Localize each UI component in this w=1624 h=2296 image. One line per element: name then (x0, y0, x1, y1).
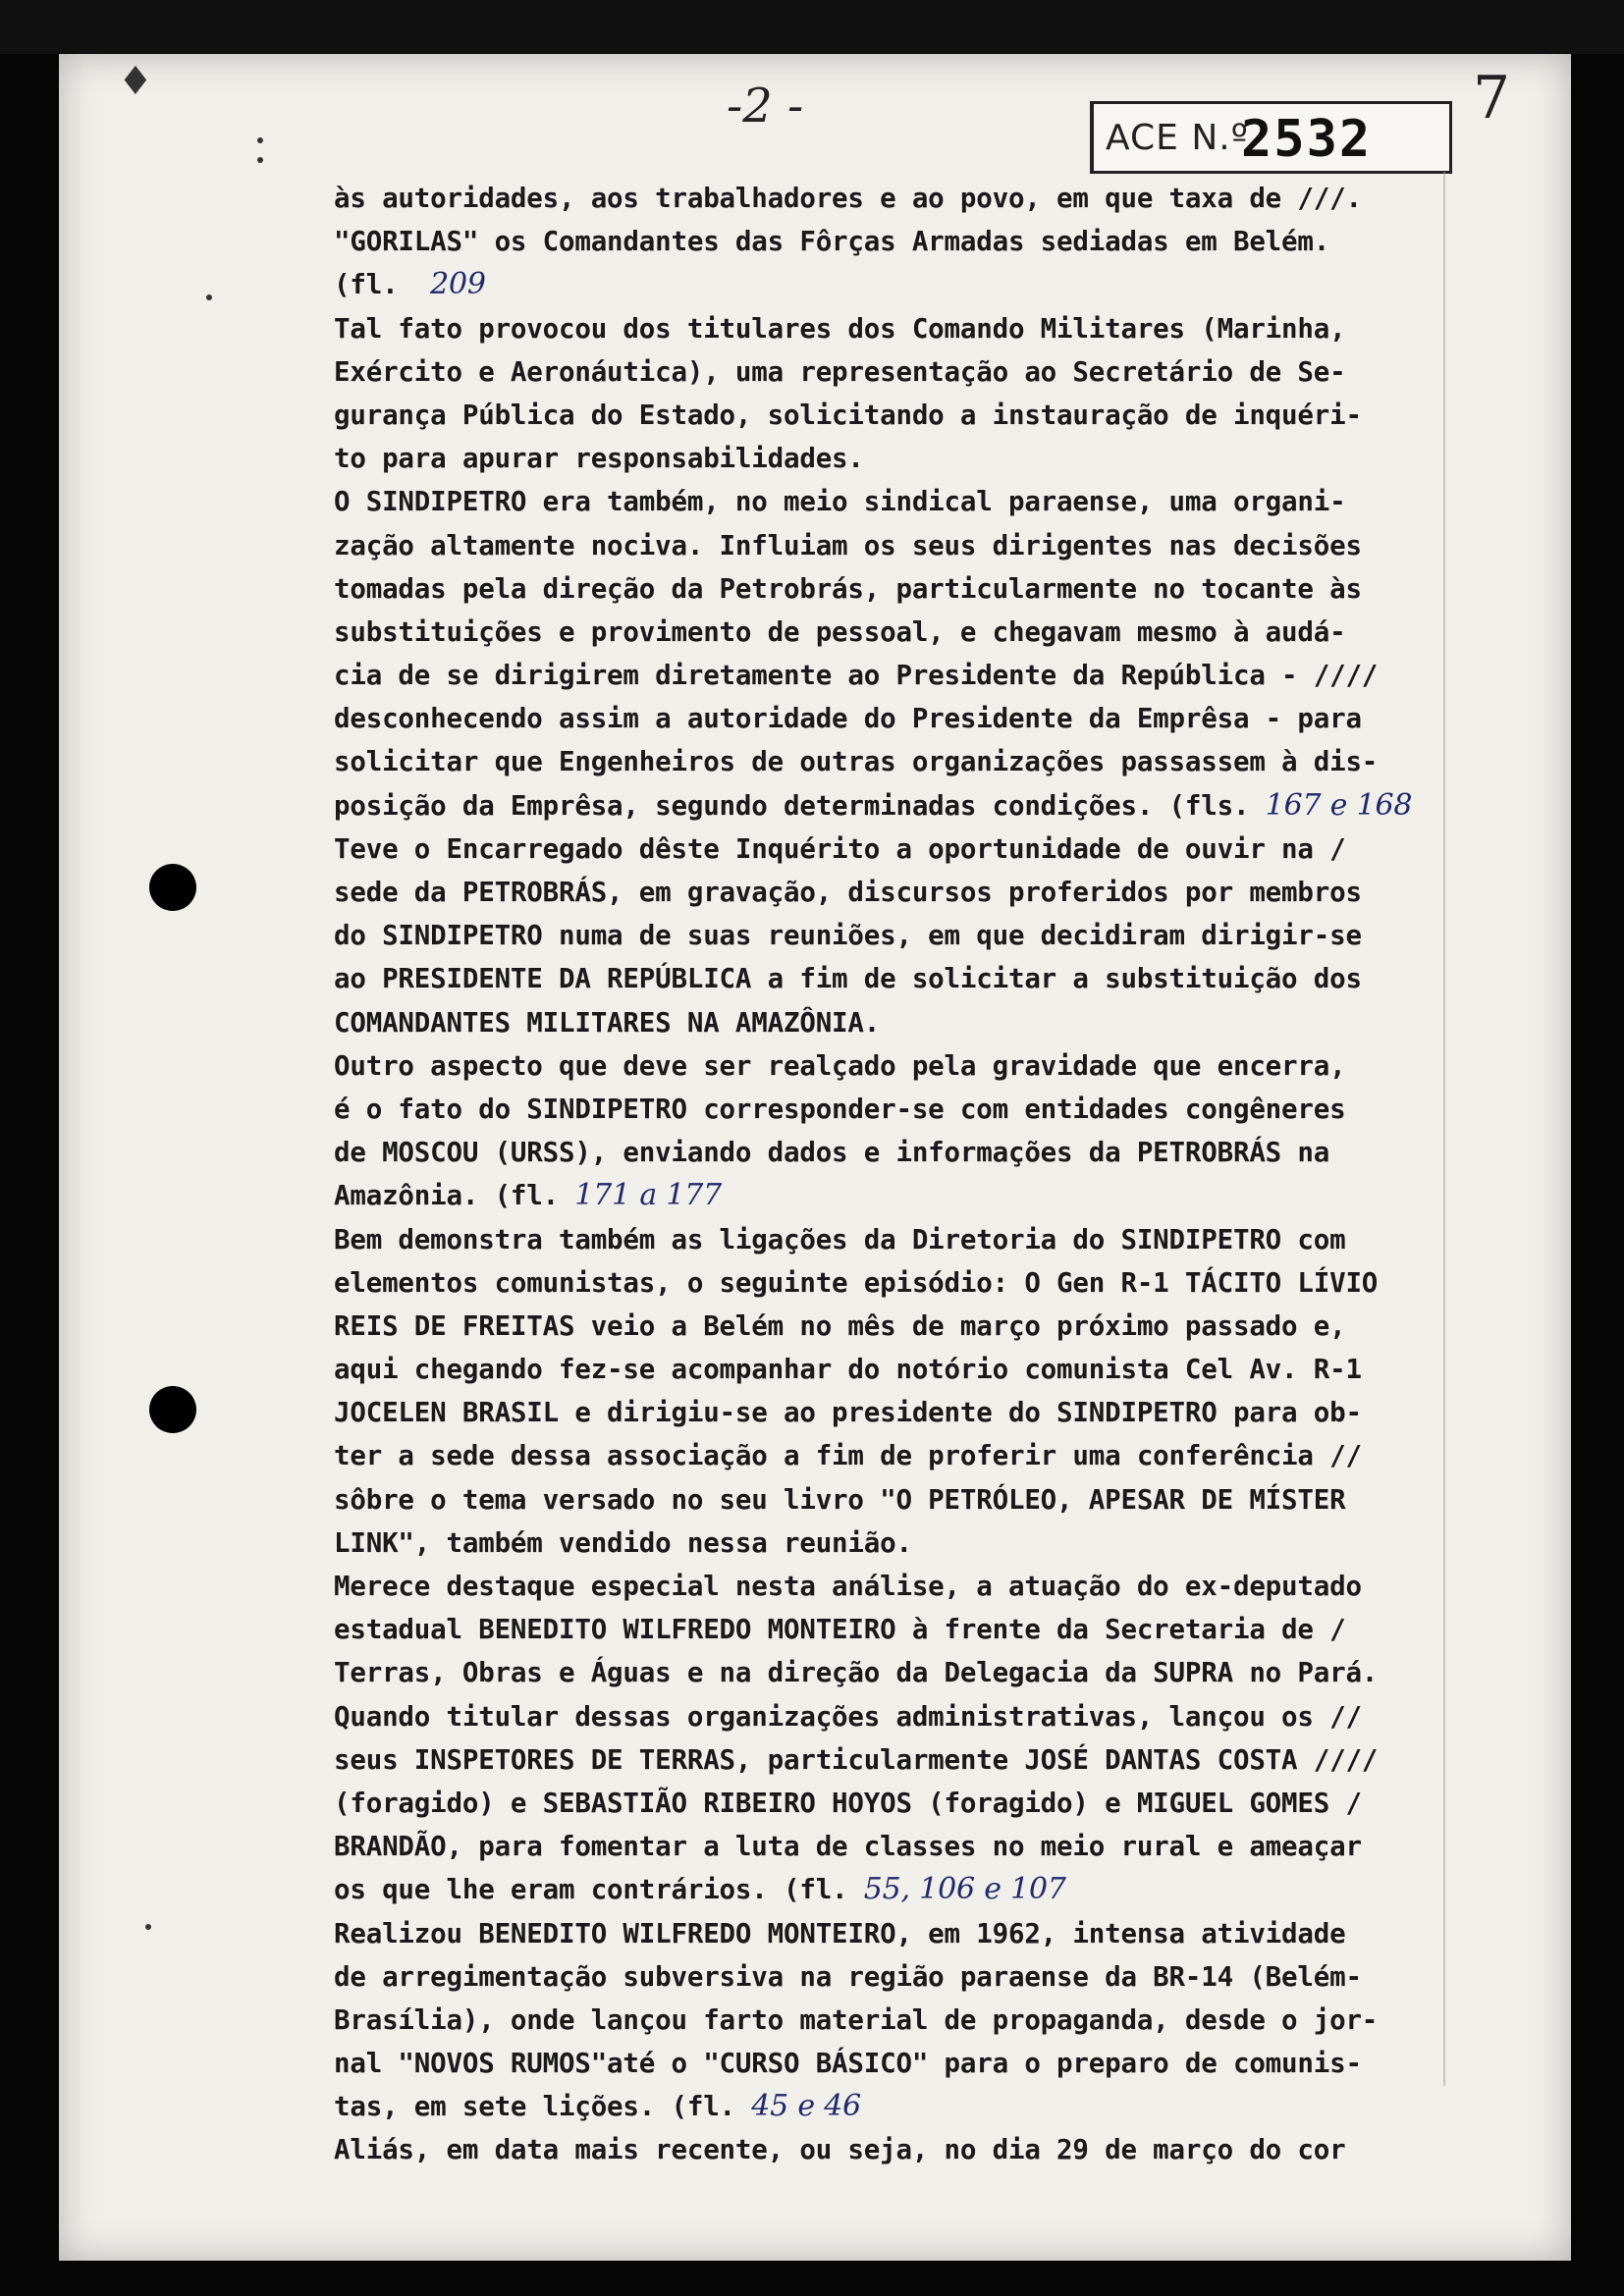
line-text: ao PRESIDENTE DA REPÚBLICA a fim de solicitar a substituição dos (334, 963, 1362, 995)
line-text: REIS DE FREITAS veio a Belém no mês de março próximo passado e, (334, 1309, 1346, 1342)
text-line (334, 784, 1453, 828)
scan-top-edge (0, 0, 1624, 54)
line-text: Realizou BENEDITO WILFREDO MONTEIRO, em 1962, intensa atividade (334, 1917, 1346, 1949)
text-line (334, 2085, 1453, 2128)
line-text: solicitar que Engenheiros de outras organizações passassem à dis- (334, 746, 1379, 778)
line-text: Aliás, em data mais recente, ou seja, no dia 29 de março do cor (334, 2134, 1346, 2166)
text-line (334, 1999, 1453, 2042)
text-line (334, 1608, 1453, 1651)
line-text: Quando titular dessas organizações administrativas, lançou os // (334, 1700, 1362, 1733)
line-text: elementos comunistas, o seguinte episódio: O Gen R-1 TÁCITO LÍVIO (334, 1266, 1379, 1299)
line-text: to para apurar responsabilidades. (334, 443, 864, 475)
text-line (334, 1218, 1453, 1261)
line-text: às autoridades, aos trabalhadores e ao povo, em que taxa de ///. (334, 183, 1362, 214)
punch-hole-top (149, 864, 196, 911)
line-text: estadual BENEDITO WILFREDO MONTEIRO à frente da Secretaria de / (334, 1614, 1346, 1646)
line-text: LINK", também vendido nessa reunião. (334, 1526, 912, 1559)
text-line (334, 914, 1453, 957)
text-line (334, 1478, 1453, 1522)
line-text: BRANDÃO, para fomentar a luta de classes no meio rural e ameaçar (334, 1831, 1362, 1863)
line-text: tas, em sete lições. (fl. (334, 2091, 735, 2123)
text-line (334, 1131, 1453, 1174)
page-number: -2 - (727, 79, 804, 133)
text-line (334, 957, 1453, 1000)
line-text: substituições e provimento de pessoal, e chegavam mesmo à audá- (334, 615, 1346, 648)
text-line (334, 2128, 1453, 2171)
text-line (334, 350, 1453, 394)
line-text: nal "NOVOS RUMOS"até o "CURSO BÁSICO" para o preparo de comunis- (334, 2048, 1362, 2080)
text-line (334, 1782, 1453, 1825)
line-text: Amazônia. (fl. (334, 1180, 559, 1212)
text-line (334, 740, 1453, 783)
text-line (334, 1305, 1453, 1348)
ace-number: 2532 (1241, 110, 1373, 169)
text-line (334, 654, 1453, 697)
text-line (334, 567, 1453, 611)
line-text: sôbre o tema versado no seu livro "O PETRÓLEO, APESAR DE MÍSTER (334, 1483, 1346, 1516)
text-line (334, 1565, 1453, 1608)
text-line (334, 2042, 1453, 2085)
text-line (334, 1434, 1453, 1477)
line-text: O SINDIPETRO era também, no meio sindical paraense, uma organi- (334, 486, 1346, 518)
text-line (334, 1912, 1453, 1955)
text-line (334, 611, 1453, 654)
line-text: tomadas pela direção da Petrobrás, particularmente no tocante às (334, 572, 1362, 605)
line-text: Teve o Encarregado dêste Inquérito a oportunidade de ouvir na / (334, 832, 1346, 865)
text-line (334, 1738, 1453, 1782)
text-line (334, 263, 1453, 306)
line-text: os que lhe eram contrários. (fl. (334, 1874, 848, 1906)
text-line (334, 307, 1453, 350)
text-line (334, 480, 1453, 523)
margin-mark (145, 1924, 151, 1930)
text-line (334, 1001, 1453, 1044)
line-text: do SINDIPETRO numa de suas reuniões, em que decidiram dirigir-se (334, 920, 1362, 952)
margin-mark (257, 157, 263, 163)
line-text: Terras, Obras e Águas e na direção da Delegacia da SUPRA no Pará. (334, 1657, 1379, 1689)
line-text: sede da PETROBRÁS, em gravação, discursos proferidos por membros (334, 877, 1362, 908)
margin-mark (206, 294, 212, 300)
ace-stamp (1090, 101, 1452, 174)
line-text: Brasília), onde lançou farto material de propaganda, desde o jor- (334, 2003, 1379, 2036)
text-line (334, 1955, 1453, 1999)
text-line (334, 524, 1453, 567)
text-line (334, 1348, 1453, 1391)
text-line (334, 1261, 1453, 1305)
line-text: Merece destaque especial nesta análise, a atuação do ex-deputado (334, 1571, 1362, 1602)
line-text: cia de se dirigirem diretamente ao Presidente da República - //// (334, 660, 1379, 692)
line-text: (fl. (334, 269, 414, 301)
line-text: Tal fato provocou dos titulares dos Comando Militares (Marinha, (334, 312, 1346, 345)
handwritten-folio-ref: 45 e 46 (751, 2089, 862, 2124)
line-text: ter a sede dessa associação a fim de proferir uma conferência // (334, 1440, 1362, 1472)
line-text: Outro aspecto que deve ser realçado pela gravidade que encerra, (334, 1049, 1346, 1082)
line-text: desconhecendo assim a autoridade do Presidente da Emprêsa - para (334, 703, 1362, 735)
line-text: aqui chegando fez-se acompanhar do notório comunista Cel Av. R-1 (334, 1354, 1362, 1386)
text-line (334, 828, 1453, 871)
corner-scribble: ♦ (118, 59, 153, 104)
text-line (334, 220, 1453, 263)
line-text: posição da Emprêsa, segundo determinadas condições. (fls. (334, 789, 1250, 822)
line-text: é o fato do SINDIPETRO corresponder-se com entidades congêneres (334, 1093, 1346, 1125)
text-line (334, 1522, 1453, 1565)
folio-number: 7 (1473, 64, 1511, 133)
punch-hole-bottom (149, 1386, 196, 1433)
text-line (334, 1825, 1453, 1868)
text-line (334, 1174, 1453, 1217)
text-line (334, 1651, 1453, 1694)
text-line (334, 1695, 1453, 1738)
margin-mark (257, 137, 263, 143)
line-text: Exército e Aeronáutica), uma representação ao Secretário de Se- (334, 355, 1346, 388)
line-text: gurança Pública do Estado, solicitando a instauração de inquéri- (334, 399, 1362, 431)
line-text: seus INSPETORES DE TERRAS, particularmente JOSÉ DANTAS COSTA //// (334, 1743, 1379, 1776)
text-line (334, 437, 1453, 480)
text-line (334, 394, 1453, 437)
text-line (334, 1044, 1453, 1088)
text-line (334, 1088, 1453, 1131)
ace-label: ACE N.º (1106, 118, 1249, 158)
text-line (334, 177, 1453, 220)
handwritten-folio-ref: 55, 106 e 107 (863, 1872, 1066, 1907)
document-body (334, 177, 1453, 2172)
line-text: Bem demonstra também as ligações da Diretoria do SINDIPETRO com (334, 1223, 1346, 1255)
text-line (334, 697, 1453, 740)
line-text: "GORILAS" os Comandantes das Fôrças Armadas sediadas em Belém. (334, 226, 1330, 258)
line-text: de arregimentação subversiva na região paraense da BR-14 (Belém- (334, 1960, 1362, 1993)
handwritten-folio-ref: 171 a 177 (574, 1178, 723, 1213)
text-line (334, 1868, 1453, 1911)
line-text: de MOSCOU (URSS), enviando dados e informações da PETROBRÁS na (334, 1137, 1330, 1169)
line-text: COMANDANTES MILITARES NA AMAZÔNIA. (334, 1006, 881, 1039)
handwritten-folio-ref: 167 e 168 (1265, 787, 1413, 823)
text-line (334, 871, 1453, 914)
handwritten-folio-ref: 209 (430, 267, 486, 302)
line-text: zação altamente nociva. Influiam os seus dirigentes nas decisões (334, 529, 1362, 561)
line-text: (foragido) e SEBASTIÃO RIBEIRO HOYOS (foragido) e MIGUEL GOMES / (334, 1787, 1362, 1819)
line-text: JOCELEN BRASIL e dirigiu-se ao presidente do SINDIPETRO para ob- (334, 1397, 1362, 1429)
text-line (334, 1391, 1453, 1434)
